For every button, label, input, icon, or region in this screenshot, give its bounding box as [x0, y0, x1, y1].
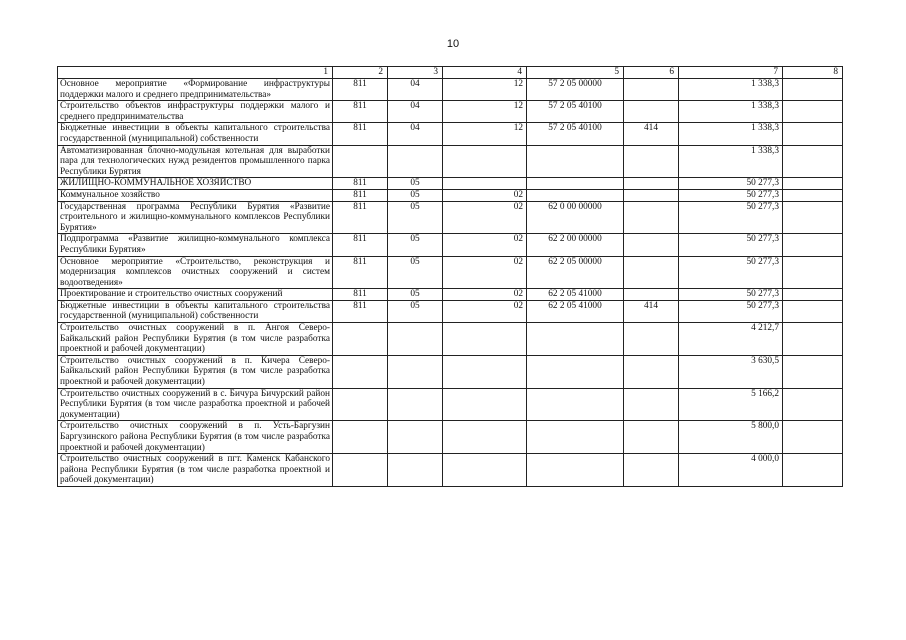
amount-cell: 50 277,3: [679, 189, 783, 201]
row-name-cell: Государственная программа Республики Бурятия «Развитие строительного и жилищно-коммунального комплексов Республики Бурятия»: [58, 201, 333, 234]
row-name-cell: Строительство объектов инфраструктуры поддержки малого и среднего предпринимательства: [58, 101, 333, 123]
row-name-cell: Строительство очистных сооружений в п. Ангоя Северо-Байкальский район Республики Бурятия (в том числе разработка проектной и рабочей документации): [58, 323, 333, 356]
table-row: [58, 421, 843, 454]
amount-cell: 5 800,0: [679, 421, 783, 454]
chapter-code-cell: 811: [333, 201, 388, 234]
row-name-cell: Строительство очистных сооружений в пгт. Каменск Кабанского района Республики Бурятия (в том числе разработка проектной и рабочей документации): [58, 454, 333, 487]
note-cell: [783, 355, 843, 388]
table-row: [58, 79, 843, 101]
section-code-cell: 04: [388, 79, 443, 101]
table-row: [58, 189, 843, 201]
expense-type-cell: [624, 421, 679, 454]
subsection-code-cell: 02: [443, 189, 527, 201]
note-cell: [783, 256, 843, 289]
row-name-cell: Основное мероприятие «Формирование инфраструктуры поддержки малого и среднего предпринимательства»: [58, 79, 333, 101]
row-name-cell: Строительство очистных сооружений в п. Кичера Северо-Байкальский район Республики Бурятия (в том числе разработка проектной и рабочей документации): [58, 355, 333, 388]
note-cell: [783, 178, 843, 190]
row-name-cell: Бюджетные инвестиции в объекты капитального строительства государственной (муниципальной) собственности: [58, 123, 333, 145]
header-cell-2: 2: [333, 67, 388, 79]
expense-type-cell: [624, 189, 679, 201]
target-article-cell: [527, 178, 624, 190]
row-name-cell: Проектирование и строительство очистных сооружений: [58, 289, 333, 301]
table-row: [58, 201, 843, 234]
section-code-cell: [388, 145, 443, 178]
expense-type-cell: [624, 323, 679, 356]
section-code-cell: 04: [388, 123, 443, 145]
target-article-cell: 62 2 05 00000: [527, 256, 624, 289]
amount-cell: 1 338,3: [679, 79, 783, 101]
note-cell: [783, 300, 843, 322]
expense-type-cell: 414: [624, 123, 679, 145]
chapter-code-cell: [333, 421, 388, 454]
target-article-cell: [527, 145, 624, 178]
section-code-cell: 04: [388, 101, 443, 123]
chapter-code-cell: [333, 145, 388, 178]
subsection-code-cell: 02: [443, 234, 527, 256]
section-code-cell: 05: [388, 300, 443, 322]
subsection-code-cell: 12: [443, 123, 527, 145]
header-cell-1: 1: [58, 67, 333, 79]
target-article-cell: 62 0 00 00000: [527, 201, 624, 234]
subsection-code-cell: [443, 178, 527, 190]
row-name-cell: Автоматизированная блочно-модульная котельная для выработки пара для технологических нужд резидентов промышленного парка Республики Бурятия: [58, 145, 333, 178]
target-article-cell: [527, 421, 624, 454]
table-row: [58, 454, 843, 487]
chapter-code-cell: 811: [333, 289, 388, 301]
chapter-code-cell: 811: [333, 178, 388, 190]
note-cell: [783, 79, 843, 101]
amount-cell: 4 212,7: [679, 323, 783, 356]
subsection-code-cell: 02: [443, 201, 527, 234]
amount-cell: 1 338,3: [679, 123, 783, 145]
section-code-cell: 05: [388, 201, 443, 234]
table-body: [58, 67, 843, 487]
target-article-cell: 62 2 00 00000: [527, 234, 624, 256]
table-row: [58, 256, 843, 289]
note-cell: [783, 234, 843, 256]
budget-table: [57, 66, 843, 487]
row-name-cell: Коммунальное хозяйство: [58, 189, 333, 201]
section-code-cell: [388, 454, 443, 487]
amount-cell: 4 000,0: [679, 454, 783, 487]
note-cell: [783, 421, 843, 454]
note-cell: [783, 388, 843, 421]
amount-cell: 50 277,3: [679, 201, 783, 234]
target-article-cell: 57 2 05 00000: [527, 79, 624, 101]
row-name-cell: Подпрограмма «Развитие жилищно-коммунального комплекса Республики Бурятия»: [58, 234, 333, 256]
expense-type-cell: [624, 145, 679, 178]
amount-cell: 50 277,3: [679, 234, 783, 256]
target-article-cell: 57 2 05 40100: [527, 123, 624, 145]
expense-type-cell: [624, 388, 679, 421]
row-name-cell: Основное мероприятие «Строительство, реконструкция и модернизация комплексов очистных сооружений и систем водоотведения»: [58, 256, 333, 289]
chapter-code-cell: 811: [333, 79, 388, 101]
header-cell-3: 3: [388, 67, 443, 79]
target-article-cell: [527, 388, 624, 421]
header-cell-8: 8: [783, 67, 843, 79]
chapter-code-cell: 811: [333, 234, 388, 256]
note-cell: [783, 189, 843, 201]
section-code-cell: 05: [388, 256, 443, 289]
amount-cell: 1 338,3: [679, 101, 783, 123]
section-code-cell: [388, 355, 443, 388]
subsection-code-cell: 02: [443, 300, 527, 322]
subsection-code-cell: [443, 388, 527, 421]
chapter-code-cell: [333, 454, 388, 487]
amount-cell: 50 277,3: [679, 178, 783, 190]
row-name-cell: Строительство очистных сооружений в п. Усть-Баргузин Баргузинского района Республики Бурятия (в том числе разработка проектной и рабочей документации): [58, 421, 333, 454]
chapter-code-cell: 811: [333, 101, 388, 123]
table-header-row: [58, 67, 843, 79]
section-code-cell: [388, 388, 443, 421]
expense-type-cell: [624, 256, 679, 289]
page-number: 10: [446, 38, 460, 50]
note-cell: [783, 454, 843, 487]
expense-type-cell: [624, 234, 679, 256]
chapter-code-cell: 811: [333, 300, 388, 322]
subsection-code-cell: 02: [443, 289, 527, 301]
header-cell-4: 4: [443, 67, 527, 79]
chapter-code-cell: [333, 323, 388, 356]
section-code-cell: 05: [388, 289, 443, 301]
subsection-code-cell: [443, 323, 527, 356]
table-row: [58, 123, 843, 145]
amount-cell: 50 277,3: [679, 289, 783, 301]
target-article-cell: 62 2 05 41000: [527, 289, 624, 301]
table-row: [58, 101, 843, 123]
section-code-cell: [388, 421, 443, 454]
table-row: [58, 355, 843, 388]
note-cell: [783, 123, 843, 145]
chapter-code-cell: 811: [333, 123, 388, 145]
subsection-code-cell: [443, 421, 527, 454]
expense-type-cell: [624, 178, 679, 190]
subsection-code-cell: [443, 145, 527, 178]
target-article-cell: [527, 189, 624, 201]
row-name-cell: Строительство очистных сооружений в с. Бичура Бичурский район Республики Бурятия (в том числе разработка проектной и рабочей документации): [58, 388, 333, 421]
amount-cell: 5 166,2: [679, 388, 783, 421]
expense-type-cell: [624, 79, 679, 101]
section-code-cell: 05: [388, 178, 443, 190]
section-code-cell: 05: [388, 234, 443, 256]
note-cell: [783, 201, 843, 234]
subsection-code-cell: [443, 355, 527, 388]
subsection-code-cell: 12: [443, 79, 527, 101]
target-article-cell: [527, 323, 624, 356]
target-article-cell: 57 2 05 40100: [527, 101, 624, 123]
table-row: [58, 145, 843, 178]
target-article-cell: [527, 454, 624, 487]
section-code-cell: 05: [388, 189, 443, 201]
note-cell: [783, 323, 843, 356]
expense-type-cell: 414: [624, 300, 679, 322]
table-row: [58, 234, 843, 256]
table-row: [58, 323, 843, 356]
note-cell: [783, 101, 843, 123]
expense-type-cell: [624, 101, 679, 123]
subsection-code-cell: [443, 454, 527, 487]
expense-type-cell: [624, 201, 679, 234]
expense-type-cell: [624, 454, 679, 487]
section-code-cell: [388, 323, 443, 356]
row-name-cell: Бюджетные инвестиции в объекты капитального строительства государственной (муниципальной) собственности: [58, 300, 333, 322]
table-row: [58, 178, 843, 190]
table-row: [58, 388, 843, 421]
row-name-cell: ЖИЛИЩНО-КОММУНАЛЬНОЕ ХОЗЯЙСТВО: [58, 178, 333, 190]
target-article-cell: 62 2 05 41000: [527, 300, 624, 322]
subsection-code-cell: 12: [443, 101, 527, 123]
table-row: [58, 300, 843, 322]
chapter-code-cell: [333, 388, 388, 421]
chapter-code-cell: 811: [333, 256, 388, 289]
header-cell-6: 6: [624, 67, 679, 79]
subsection-code-cell: 02: [443, 256, 527, 289]
amount-cell: 50 277,3: [679, 256, 783, 289]
table-row: [58, 289, 843, 301]
note-cell: [783, 145, 843, 178]
expense-type-cell: [624, 355, 679, 388]
target-article-cell: [527, 355, 624, 388]
amount-cell: 1 338,3: [679, 145, 783, 178]
expense-type-cell: [624, 289, 679, 301]
amount-cell: 3 630,5: [679, 355, 783, 388]
header-cell-7: 7: [679, 67, 783, 79]
amount-cell: 50 277,3: [679, 300, 783, 322]
note-cell: [783, 289, 843, 301]
chapter-code-cell: [333, 355, 388, 388]
header-cell-5: 5: [527, 67, 624, 79]
chapter-code-cell: 811: [333, 189, 388, 201]
